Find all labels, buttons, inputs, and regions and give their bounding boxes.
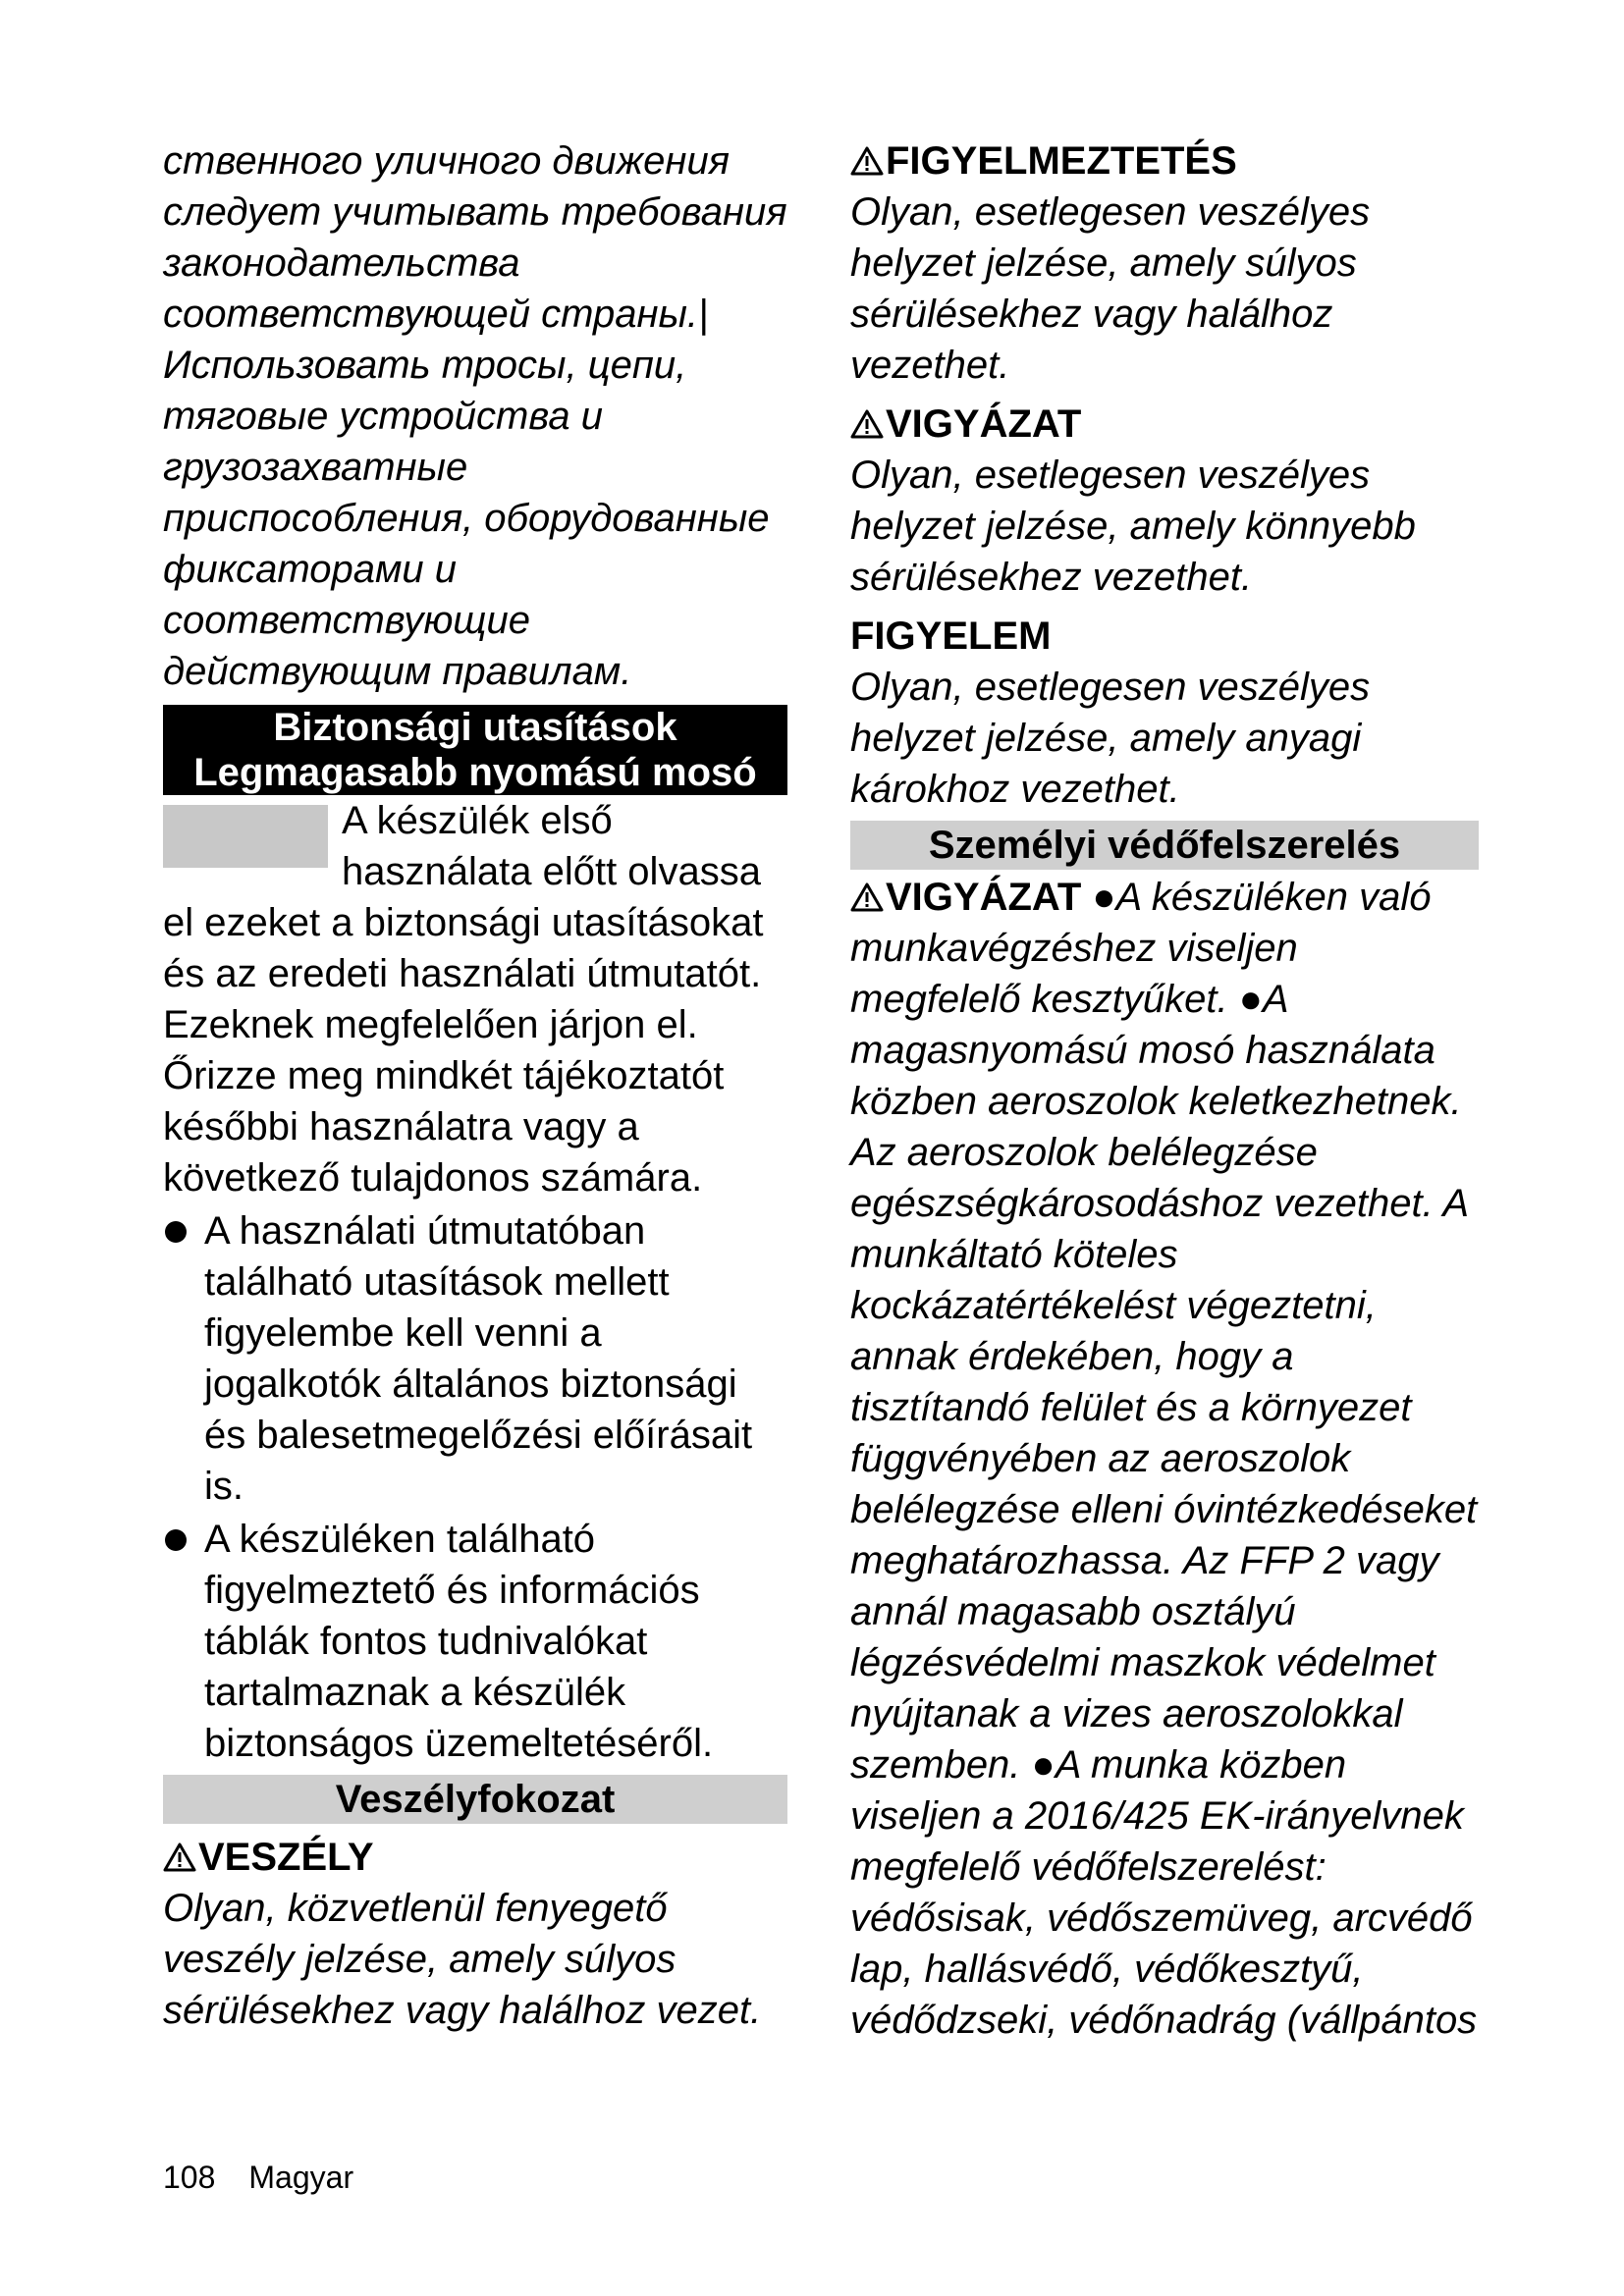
- right-column: [850, 135, 1479, 2046]
- hazard-level-header: Veszélyfokozat: [163, 1775, 787, 1824]
- russian-intro-text: ственного уличного движения следует учитывать требования законодательства соответствующей страны.| Использовать тросы, цепи, тяговые устройства и грузозахватные приспособления, оборудованные фиксаторами и соответствующие действующим правилам.: [163, 139, 787, 693]
- warning-text: Olyan, esetlegesen veszélyes helyzet jelzése, amely súlyos sérülésekhez vagy halálhoz vezethet.: [850, 190, 1371, 387]
- danger-title-text: VESZÉLY: [198, 1836, 374, 1879]
- bullet-text-2: A készüléken található figyelmeztető és információs táblák fontos tudnivalókat tartalmaznak a készülék biztonságos üzemeltetéséről.: [204, 1518, 714, 1765]
- warning-title-text: FIGYELMEZTETÉS: [886, 139, 1237, 183]
- left-column: [163, 135, 787, 2036]
- ppe-caution-title-text: VIGYÁZAT: [886, 876, 1082, 919]
- gray-placeholder-block: [163, 805, 328, 868]
- danger-title: [163, 1832, 787, 1883]
- caution-text: Olyan, esetlegesen veszélyes helyzet jelzése, amely könnyebb sérülésekhez vezethet.: [850, 454, 1416, 599]
- danger-text: Olyan, közvetlenül fenyegető veszély jelzése, amely súlyos sérülésekhez vagy halálhoz vezet.: [163, 1887, 762, 2032]
- warning-title: [850, 135, 1479, 187]
- caution-title: [850, 399, 1479, 450]
- warning-triangle-icon: [850, 146, 884, 176]
- ppe-caution-title: [850, 876, 1092, 919]
- safety-instructions-header: [163, 705, 787, 795]
- warning-triangle-icon: [850, 409, 884, 439]
- warning-triangle-icon: [850, 882, 884, 912]
- page-number: 108: [163, 2160, 216, 2195]
- notice-title: FIGYELEM: [850, 614, 1052, 658]
- notice-text: Olyan, esetlegesen veszélyes helyzet jelzése, amely anyagi károkhoz vezethet.: [850, 666, 1371, 811]
- bullet-dot-icon: [165, 1529, 187, 1551]
- ppe-paragraph: [850, 872, 1479, 2046]
- safety-header-line2: Legmagasabb nyomású mosó: [193, 751, 757, 794]
- bullet-item-2: [163, 1514, 787, 1769]
- caution-title-text: VIGYÁZAT: [886, 402, 1082, 446]
- page-footer: [163, 2158, 387, 2197]
- ppe-text: ●A készüléken való munkavégzéshez viseljen megfelelő kesztyűket. ●A magasnyomású mosó használata közben aeroszolok keletkezhetnek. Az aeroszolok belélegzése egészségkárosodáshoz vezethet. A munkáltató köteles kockázatértékelést végeztetni, annak érdekében, hogy a tisztítandó felület és a környezet függvényében az aeroszolok belélegzése elleni óvintézkedéseket meghatározhassa. Az FFP 2 vagy annál magasabb osztályú légzésvédelmi maszkok védelmet nyújtanak a vizes aeroszolokkal szemben. ●A munka közben viseljen a 2016/425 EK-irányelvnek megfelelő védőfelszerelést: védősisak, védőszemüveg, arcvédő lap, hallásvédő, védőkesztyű, védődzseki, védőnadrág (vállpántos: [850, 876, 1478, 2042]
- bullet-text-1: A használati útmutatóban található utasítások mellett figyelembe kell venni a jogalkotók általános biztonsági és balesetmegelőzési előírásait is.: [204, 1209, 753, 1508]
- hungarian-intro-text: A készülék első használata előtt olvassa el ezeket a biztonsági utasításokat és az eredeti használati útmutatót. Ezeknek megfelelően járjon el. Őrizze meg mindkét tájékoztatót későbbi használatra vagy a következő tulajdonos számára.: [163, 799, 764, 1200]
- safety-header-line1: Biztonsági utasítások: [273, 706, 677, 749]
- ppe-header: Személyi védőfelszerelés: [850, 821, 1479, 870]
- footer-language: Magyar: [248, 2160, 354, 2195]
- bullet-item-1: [163, 1205, 787, 1512]
- intro-block: [163, 795, 787, 1203]
- warning-triangle-icon: [163, 1842, 196, 1872]
- bullet-dot-icon: [165, 1221, 187, 1243]
